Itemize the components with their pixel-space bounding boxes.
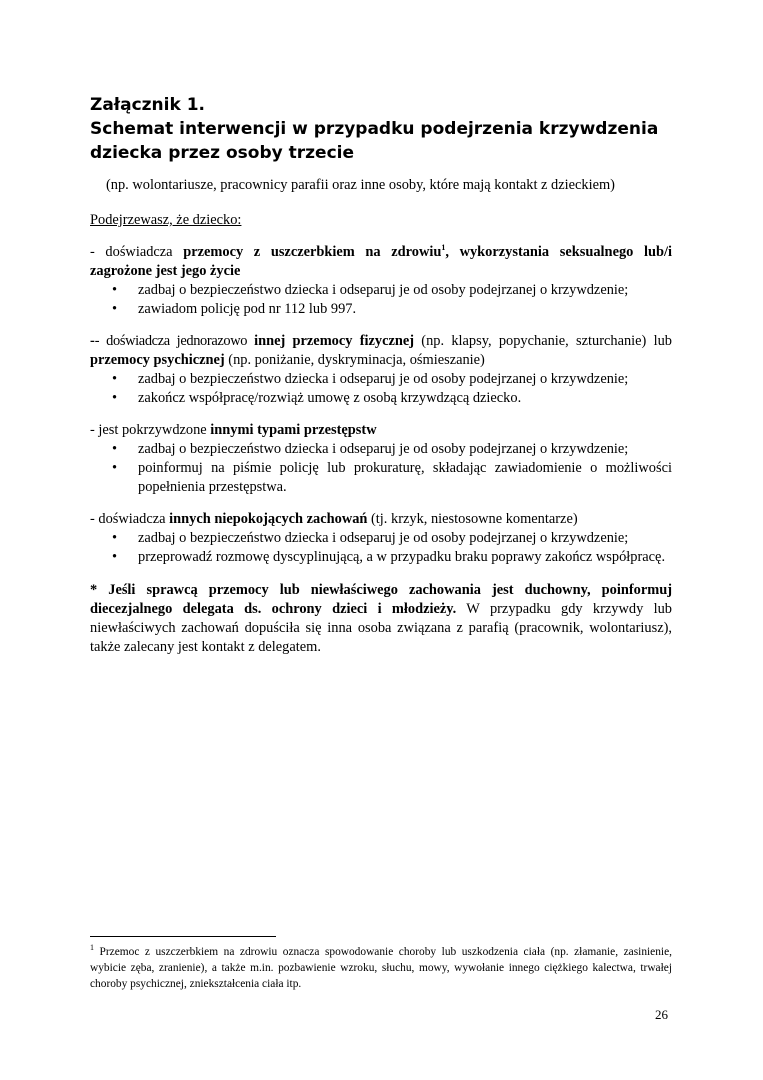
footnote-text: Przemoc z uszczerbkiem na zdrowiu oznacza spowodowanie choroby lub uszkodzenia ciała (np. złamanie, zasinienie, wybicie zęba, zranienie), a także m.in. pozbawienie wzroku, słuchu, mowy, wywołanie innego ciężkiego kalectwa, trwałej choroby psychicznej, zniekształcenia ciała itp. xyxy=(90,946,672,990)
note-text: W przypadku gdy krzywdy lub niewłaściwych zachowań dopuściła się inna osoba związana z parafią (pracownik, wolontariusz), także zalecany jest kontakt z delegatem. xyxy=(90,601,672,655)
section-prefix: - jest pokrzywdzone xyxy=(90,422,211,438)
list-item: • zadbaj o bezpieczeństwo dziecka i odseparuj je od osoby podejrzanej o krzywdzenie; xyxy=(138,281,672,300)
footnote-marker: 1 xyxy=(90,943,94,953)
action-list xyxy=(90,529,672,567)
footnote xyxy=(90,944,672,992)
section-bold: przemocy psychicznej xyxy=(90,352,225,368)
list-item: • zakończ współpracę/rozwiąż umowę z osobą krzywdzącą dziecko. xyxy=(138,389,672,408)
action-list xyxy=(90,370,672,408)
section-heading xyxy=(90,510,672,529)
section-bold: , wykorzystania seksualnego lub/i zagrożone jest jego życie xyxy=(90,244,672,279)
subtitle: (np. wolontariusze, pracownicy parafii oraz inne osoby, które mają kontakt z dzieckiem) xyxy=(106,177,615,193)
section-prefix: - doświadcza jednorazowo xyxy=(94,333,255,349)
section-bold: innej przemocy fizycznej xyxy=(254,333,415,349)
list-item: • poinformuj na piśmie policję lub prokuraturę, składając zawiadomienie o możliwości popełnienia przestępstwa. xyxy=(138,459,672,497)
title-line-2: Schemat interwencji w przypadku podejrzenia krzywdzenia xyxy=(90,119,659,139)
section-prefix: - doświadcza xyxy=(90,511,170,527)
title-line-1: Załącznik 1. xyxy=(90,95,205,115)
section-heading xyxy=(90,421,672,440)
section-health-injury xyxy=(90,243,672,319)
section-text: (np. klapsy, popychanie, szturchanie) lub xyxy=(414,333,672,349)
section-text: (np. poniżanie, dyskryminacja, ośmieszanie) xyxy=(224,352,485,368)
title-line-3: dziecka przez osoby trzecie xyxy=(90,143,354,163)
note-bold: * Jeśli sprawcą przemocy lub niewłaściwego zachowania jest duchowny, poinformuj diecezjalnego delegata ds. ochrony dzieci i młodzieży. xyxy=(90,582,672,617)
list-item: • zadbaj o bezpieczeństwo dziecka i odseparuj je od osoby podejrzanej o krzywdzenie; xyxy=(138,370,672,389)
action-list xyxy=(90,440,672,497)
section-heading xyxy=(90,243,672,281)
section-disturbing-behaviour xyxy=(90,510,672,567)
page-title xyxy=(90,93,672,165)
lead-question: Podejrzewasz, że dziecko: xyxy=(90,212,242,228)
section-bold: przemocy z uszczerbkiem na zdrowiu xyxy=(183,244,442,260)
footnote-divider xyxy=(90,936,276,937)
list-item: • zadbaj o bezpieczeństwo dziecka i odseparuj je od osoby podejrzanej o krzywdzenie; xyxy=(138,529,672,548)
section-other-crimes xyxy=(90,421,672,497)
page-number: 26 xyxy=(655,1007,668,1022)
action-list xyxy=(90,281,672,319)
section-physical-psychological xyxy=(90,332,672,408)
section-prefix: - doświadcza xyxy=(90,244,184,260)
section-text: (tj. krzyk, niestosowne komentarze) xyxy=(367,511,578,527)
list-item: • zadbaj o bezpieczeństwo dziecka i odseparuj je od osoby podejrzanej o krzywdzenie; xyxy=(138,440,672,459)
list-item: • przeprowadź rozmowę dyscyplinującą, a w przypadku braku poprawy zakończ współpracę. xyxy=(138,548,672,567)
section-heading: -- doświadcza jednorazowo innej przemocy fizycznej (np. klapsy, popychanie, szturchanie) lub przemocy psychicznej (np. poniżanie, dyskryminacja, ośmieszanie) xyxy=(90,333,672,368)
section-bold: innymi typami przestępstw xyxy=(210,422,377,438)
list-item: • zawiadom policję pod nr 112 lub 997. xyxy=(138,300,672,319)
clergy-note xyxy=(90,581,672,657)
document-page xyxy=(90,93,672,657)
footnote-ref: 1 xyxy=(441,243,446,253)
section-bold: innych niepokojących zachowań xyxy=(169,511,368,527)
